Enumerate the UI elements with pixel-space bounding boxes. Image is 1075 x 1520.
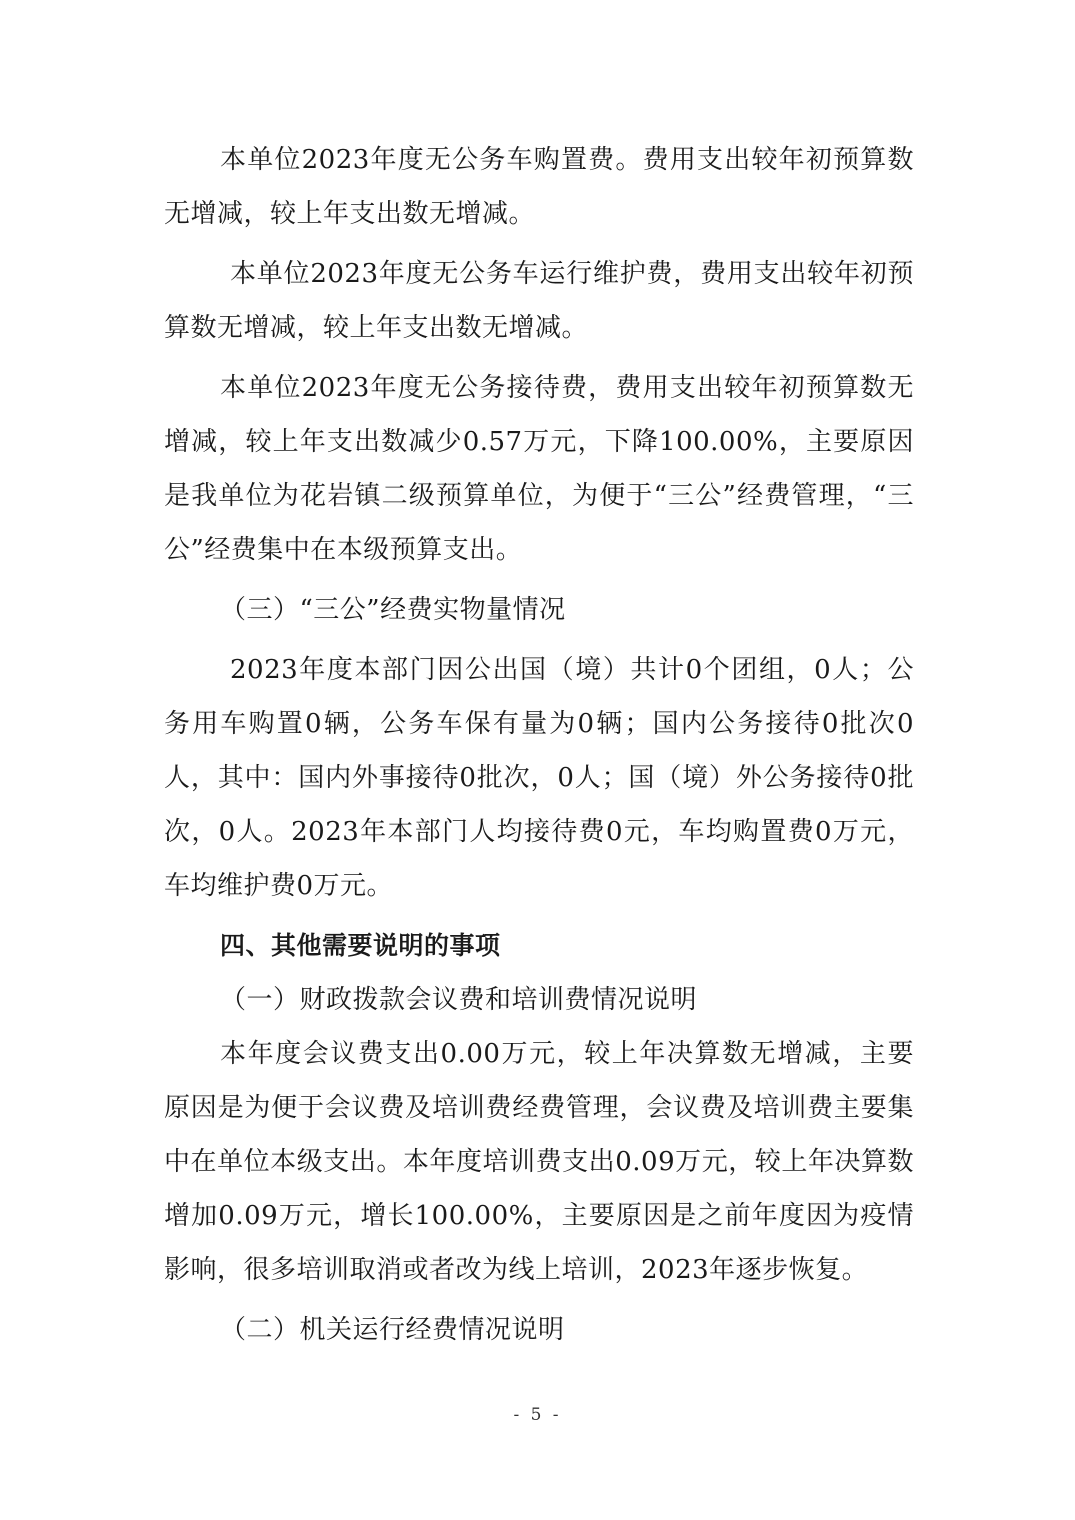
paragraph-meeting-training: 本年度会议费支出0.00万元，较上年决算数无增减，主要原因是为便于会议费及培训费经费管理，会议费及培训费主要集中在单位本级支出。本年度培训费支出0.09万元，较上年决算数增加0.09万元，增长100.00%，主要原因是之前年度因为疫情影响，很多培训取消或者改为线上培训，2023年逐步恢复。 bbox=[164, 1039, 914, 1285]
page-number: - 5 - bbox=[513, 1405, 562, 1425]
subheading-meeting-training: （一）财政拨款会议费和培训费情况说明 bbox=[220, 985, 698, 1015]
paragraph-physical-quantity: 2023年度本部门因公出国（境）共计0个团组，0人；公务用车购置0辆，公务车保有量为0辆；国内公务接待0批次0人，其中：国内外事接待0批次，0人；国（境）外公务接待0批次，0人。2023年本部门人均接待费0元，车均购置费0万元，车均维护费0万元。 bbox=[164, 655, 914, 901]
paragraph-vehicle-purchase: 本单位2023年度无公务车购置费。费用支出较年初预算数无增减，较上年支出数无增减。 bbox=[164, 145, 914, 229]
subheading-operating-expenses: （二）机关运行经费情况说明 bbox=[220, 1315, 565, 1345]
paragraph-vehicle-maintenance: 本单位2023年度无公务车运行维护费，费用支出较年初预算数无增减，较上年支出数无增减。 bbox=[164, 259, 914, 343]
document-body bbox=[164, 133, 914, 1357]
subheading-physical-quantity: （三）“三公”经费实物量情况 bbox=[220, 595, 566, 625]
section-heading-other-matters: 四、其他需要说明的事项 bbox=[220, 931, 501, 960]
paragraph-reception-fee: 本单位2023年度无公务接待费，费用支出较年初预算数无增减，较上年支出数减少0.57万元，下降100.00%，主要原因是我单位为花岩镇二级预算单位，为便于“三公”经费管理，“三公”经费集中在本级预算支出。 bbox=[164, 373, 914, 565]
